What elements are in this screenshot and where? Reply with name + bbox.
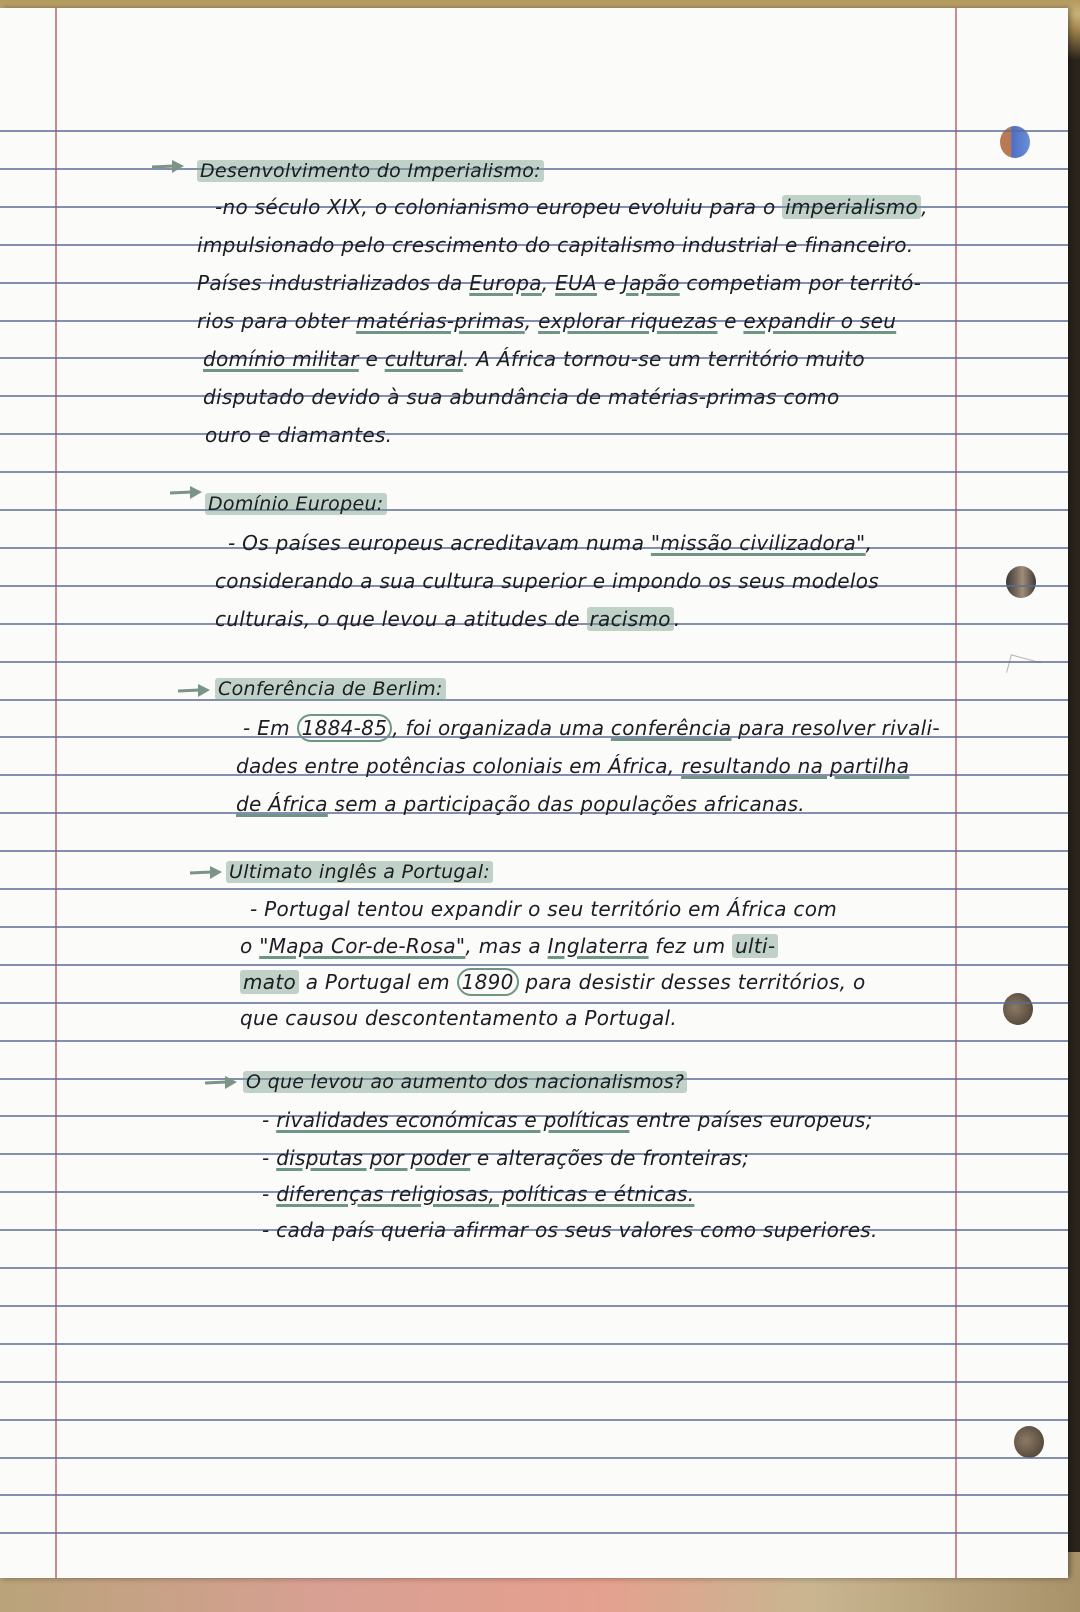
text-line xyxy=(205,423,392,447)
text-segment: , mas a xyxy=(465,934,548,958)
section-heading: Desenvolvimento do Imperialismo: xyxy=(197,160,544,182)
rule-line xyxy=(0,1381,1068,1383)
rule-line xyxy=(0,964,1068,966)
rule-line xyxy=(0,130,1068,132)
text-line xyxy=(215,607,680,631)
rule-line xyxy=(0,1343,1068,1345)
text-segment: fez um xyxy=(648,934,733,958)
pencil-mark xyxy=(1006,654,1041,680)
underlined-text: conferência xyxy=(610,716,732,740)
underlined-text: rivalidades económicas e políticas xyxy=(276,1108,630,1132)
binder-hole xyxy=(1014,1426,1044,1458)
text-segment: -no século XIX, o colonianismo europeu evoluiu para o xyxy=(215,195,783,219)
text-segment: , foi organizada uma xyxy=(392,716,611,740)
text-segment: e xyxy=(358,347,385,371)
underlined-text: "missão civilizadora" xyxy=(650,531,866,555)
text-segment: . A África tornou-se um território muito xyxy=(462,347,865,371)
text-segment: - Portugal tentou expandir o seu território em África com xyxy=(250,897,838,921)
text-line xyxy=(240,1006,677,1030)
underlined-text: matérias-primas xyxy=(356,309,525,333)
text-line xyxy=(203,385,839,409)
section-heading: Domínio Europeu: xyxy=(205,493,387,515)
text-segment: ouro e diamantes. xyxy=(205,423,393,447)
text-line xyxy=(236,754,909,778)
highlighted-text: mato xyxy=(240,970,299,994)
underlined-text: Inglaterra xyxy=(547,934,649,958)
rule-line xyxy=(0,926,1068,928)
text-segment: e alterações de fronteiras; xyxy=(470,1146,750,1170)
rule-line xyxy=(0,433,1068,435)
text-line xyxy=(197,271,921,295)
arrow-bullet-icon xyxy=(205,1076,239,1090)
text-segment: dades entre potências coloniais em África, xyxy=(236,754,682,778)
highlighted-text: racismo xyxy=(587,607,674,631)
text-segment: que causou descontentamento a Portugal. xyxy=(240,1006,678,1030)
underlined-text: Europa xyxy=(469,271,542,295)
text-segment: considerando a sua cultura superior e impondo os seus modelos xyxy=(215,569,879,593)
text-segment: - Os países europeus acreditavam numa xyxy=(228,531,651,555)
text-segment: entre países europeus; xyxy=(629,1108,873,1132)
arrow-bullet-icon xyxy=(190,866,224,880)
underlined-text: domínio militar xyxy=(203,347,359,371)
underlined-text: disputas por poder xyxy=(276,1146,471,1170)
underlined-text: "Mapa Cor-de-Rosa" xyxy=(259,934,466,958)
underlined-text: Japão xyxy=(622,271,680,295)
text-segment: rios para obter xyxy=(197,309,357,333)
text-line xyxy=(228,531,872,555)
text-segment: culturais, o que levou a atitudes de xyxy=(215,607,587,631)
circled-text: 1884-85 xyxy=(297,714,393,742)
underlined-text: resultando na partilha xyxy=(681,754,910,778)
text-line xyxy=(215,195,928,219)
highlighted-text: ulti- xyxy=(732,934,778,958)
text-line xyxy=(240,970,866,994)
underlined-text: expandir o seu xyxy=(743,309,897,333)
circled-text: 1890 xyxy=(457,968,519,996)
underlined-text: de África xyxy=(236,792,328,816)
text-line xyxy=(262,1182,694,1206)
rule-line xyxy=(0,661,1068,663)
rule-line xyxy=(0,1267,1068,1269)
text-segment: . xyxy=(673,607,681,631)
rule-line xyxy=(0,1040,1068,1042)
text-line xyxy=(197,309,896,333)
underlined-text: cultural xyxy=(384,347,463,371)
text-segment: e xyxy=(596,271,623,295)
text-segment: - Em xyxy=(243,716,297,740)
text-segment: , xyxy=(541,271,556,295)
text-line xyxy=(197,233,914,257)
text-line xyxy=(240,934,778,958)
text-line xyxy=(262,1146,749,1170)
text-segment: competiam por territó- xyxy=(679,271,922,295)
arrow-bullet-icon xyxy=(170,486,204,500)
rule-line xyxy=(0,1457,1068,1459)
rule-line xyxy=(0,1305,1068,1307)
text-segment: para resolver rivali- xyxy=(731,716,940,740)
text-line xyxy=(262,1218,878,1242)
section-heading: Ultimato inglês a Portugal: xyxy=(226,861,493,883)
arrow-bullet-icon xyxy=(178,684,212,698)
text-segment: , xyxy=(921,195,928,219)
text-line xyxy=(203,347,865,371)
underlined-text: explorar riquezas xyxy=(538,309,718,333)
text-segment: - xyxy=(262,1146,277,1170)
underlined-text: EUA xyxy=(555,271,597,295)
rule-line xyxy=(0,850,1068,852)
rule-line xyxy=(0,699,1068,701)
text-segment: disputado devido à sua abundância de matérias-primas como xyxy=(203,385,840,409)
highlighted-text: imperialismo xyxy=(782,195,921,219)
text-segment: e xyxy=(717,309,744,333)
arrow-bullet-icon xyxy=(152,160,186,174)
rule-line xyxy=(0,1494,1068,1496)
text-segment: - xyxy=(262,1182,277,1206)
section-heading: Conferência de Berlim: xyxy=(215,678,446,700)
rule-line xyxy=(0,471,1068,473)
text-segment: , xyxy=(865,531,873,555)
text-segment: sem a participação das populações africanas. xyxy=(327,792,805,816)
binder-hole xyxy=(1003,993,1033,1025)
text-line xyxy=(236,792,805,816)
text-line xyxy=(262,1108,873,1132)
text-line xyxy=(250,897,837,921)
text-segment: , xyxy=(524,309,539,333)
text-segment: - cada país queria afirmar os seus valores como superiores. xyxy=(262,1218,878,1242)
section-heading: O que levou ao aumento dos nacionalismos? xyxy=(243,1071,687,1093)
text-line xyxy=(215,569,879,593)
text-segment: impulsionado pelo crescimento do capitalismo industrial e financeiro. xyxy=(197,233,914,257)
text-segment: a Portugal em xyxy=(299,970,457,994)
text-segment: para desistir desses territórios, o xyxy=(518,970,866,994)
underlined-text: diferenças religiosas, políticas e étnicas. xyxy=(276,1182,695,1206)
rule-line xyxy=(0,1532,1068,1534)
notebook-page xyxy=(0,8,1068,1578)
text-segment: Países industrializados da xyxy=(197,271,470,295)
binder-hole xyxy=(1006,566,1036,598)
rule-line xyxy=(0,1002,1068,1004)
rule-line xyxy=(0,509,1068,511)
text-line xyxy=(243,716,940,740)
rule-line xyxy=(0,888,1068,890)
text-segment: o xyxy=(240,934,260,958)
text-segment: - xyxy=(262,1108,277,1132)
rule-line xyxy=(0,1419,1068,1421)
